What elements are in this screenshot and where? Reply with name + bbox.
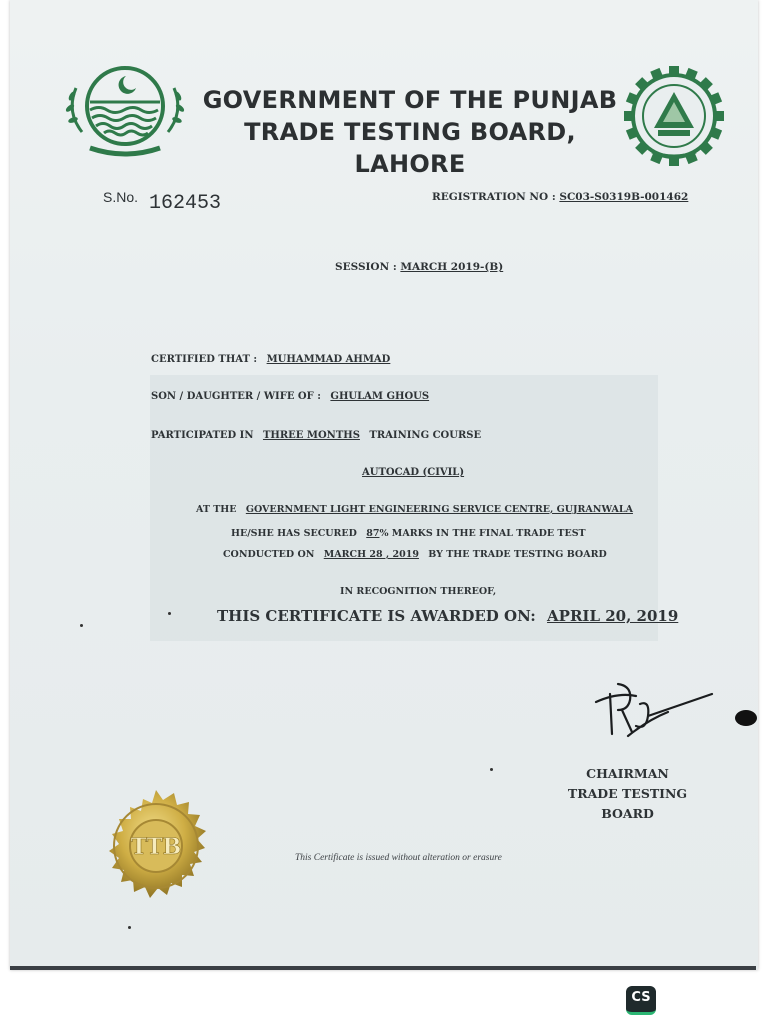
certified-that-line bbox=[151, 354, 390, 365]
candidate-name: MUHAMMAD AHMAD bbox=[266, 354, 391, 365]
institute-line bbox=[196, 504, 633, 515]
participation-line bbox=[151, 430, 481, 441]
participated-suffix: TRAINING COURSE bbox=[369, 430, 482, 441]
serial-number-value: 162453 bbox=[149, 192, 222, 215]
conducted-suffix: BY THE TRADE TESTING BOARD bbox=[428, 549, 607, 560]
parent-name: GHULAM GHOUS bbox=[330, 391, 430, 402]
session-value: MARCH 2019-(B) bbox=[400, 261, 504, 273]
footnote: This Certificate is issued without alteration or erasure bbox=[295, 853, 502, 863]
session bbox=[335, 261, 503, 273]
signatory-block bbox=[540, 764, 715, 824]
course-name: AUTOCAD (CIVIL) bbox=[362, 467, 465, 478]
institute-name: GOVERNMENT LIGHT ENGINEERING SERVICE CENTRE, GUJRANWALA bbox=[245, 504, 633, 515]
award-prefix: THIS CERTIFICATE IS AWARDED ON: bbox=[217, 607, 536, 625]
speck bbox=[80, 624, 83, 627]
relation-label: SON / DAUGHTER / WIFE OF : bbox=[151, 391, 321, 402]
issuing-authority-title bbox=[200, 84, 620, 180]
seal-text: TTB bbox=[130, 834, 182, 860]
award-date: APRIL 20, 2019 bbox=[547, 607, 679, 625]
marks-line bbox=[231, 528, 586, 539]
participated-prefix: PARTICIPATED IN bbox=[151, 430, 254, 441]
marks-value: 87 bbox=[366, 528, 380, 539]
title-line-2: TRADE TESTING BOARD, LAHORE bbox=[244, 118, 576, 178]
speck bbox=[168, 612, 171, 615]
ink-blot bbox=[735, 710, 757, 726]
certificate-page bbox=[10, 0, 758, 970]
signatory-organization: TRADE TESTING BOARD bbox=[567, 786, 688, 821]
parent-line bbox=[151, 391, 429, 402]
registration-label: REGISTRATION NO : bbox=[432, 191, 556, 203]
session-label: SESSION : bbox=[335, 261, 397, 273]
conducted-date: MARCH 28 , 2019 bbox=[323, 549, 419, 560]
conducted-prefix: CONDUCTED ON bbox=[223, 549, 315, 560]
registration-number bbox=[432, 191, 688, 203]
certified-label: CERTIFIED THAT : bbox=[151, 354, 258, 365]
gold-foil-seal-icon bbox=[92, 780, 220, 908]
conducted-line bbox=[223, 549, 607, 560]
serial-number-label: S.No. bbox=[103, 189, 139, 205]
course-line bbox=[362, 467, 464, 478]
speck bbox=[128, 926, 131, 929]
at-label: AT THE bbox=[196, 504, 237, 515]
course-duration: THREE MONTHS bbox=[262, 430, 360, 441]
punjab-government-emblem bbox=[60, 62, 190, 162]
speck bbox=[490, 768, 493, 771]
page-bottom-edge bbox=[10, 966, 756, 970]
secured-suffix: % MARKS IN THE FINAL TRADE TEST bbox=[379, 528, 586, 539]
trade-testing-board-gear-emblem bbox=[622, 64, 726, 168]
camscanner-badge-icon: CS bbox=[626, 986, 656, 1015]
secured-prefix: HE/SHE HAS SECURED bbox=[231, 528, 357, 539]
signatory-title: CHAIRMAN bbox=[586, 766, 669, 781]
recognition-line: IN RECOGNITION THEREOF, bbox=[340, 586, 497, 597]
title-line-1: GOVERNMENT OF THE PUNJAB bbox=[202, 86, 618, 114]
award-line bbox=[217, 607, 678, 625]
chairman-signature bbox=[588, 676, 718, 756]
registration-value: SC03-S0319B-001462 bbox=[559, 191, 689, 203]
